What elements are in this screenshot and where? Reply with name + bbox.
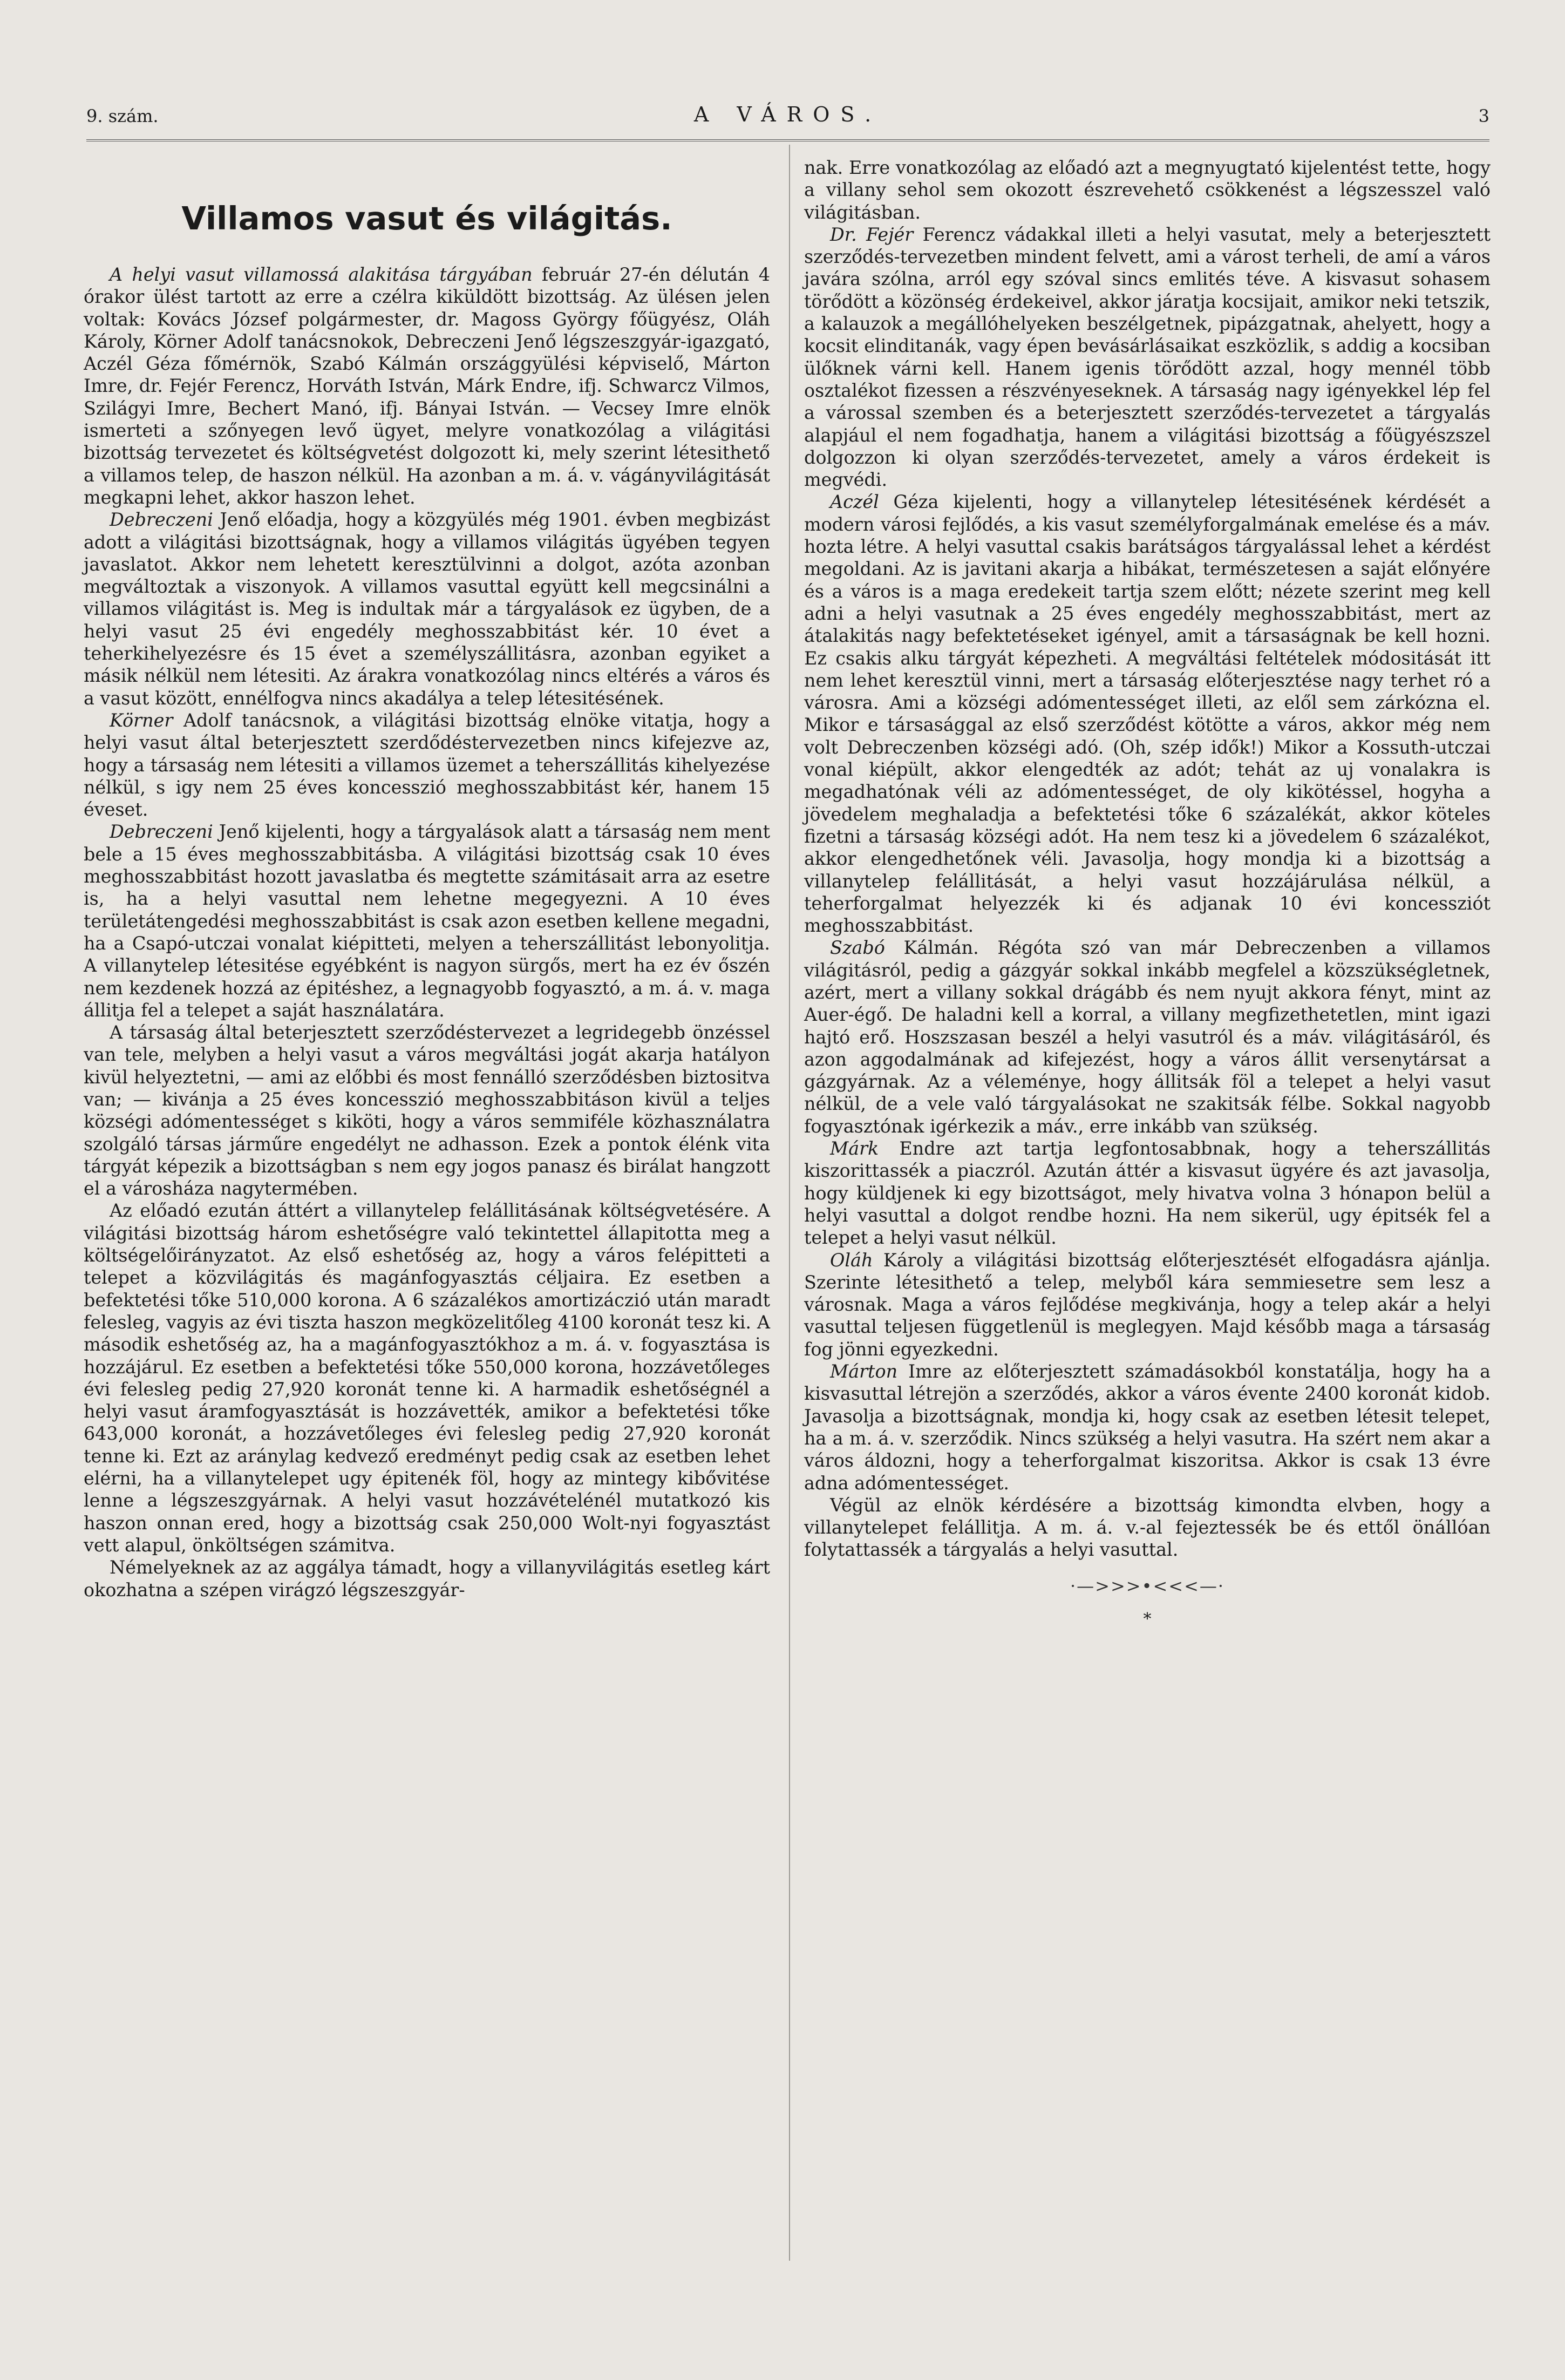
paragraph xyxy=(84,1556,770,1601)
paragraph-text: Géza kijelenti, hogy a villanytelep létesitésének kérdését a modern városi fejlődés, a kis vasut személyforgalmának emelése és a máv. hozta létre. A helyi vasuttal csakis barátságos tárgyalással lehet a kérdést megoldani. Az is javitani akarja a hibákat, természetesen a saját előnyére és a város is a maga eredekeit tartja szem előtt; nézete szerint meg kell adni a helyi vasutnak a 25 éves engedély meghosszabbitást, mert az átalakitás nagy befektetéseket igényel, amit a társaságnak be kell hozni. Ez csakis alku tárgyát képezheti. A megváltási feltételek módositását itt nem lehet keresztül vinni, mert a társaság előterjesztése nagy terhet ró a városra. Ami a községi adómentességet illeti, az elől sem zárkózna el. Mikor e társasággal az első szerződést kötötte a város, akkor még nem volt Debreczenben községi adó. (Oh, szép idők!) Mikor a Kossuth-utczai vonal kiépült, akkor elengedték az adót; tehát az uj vonalakra is megadhatónak véli az adómentességet, de oly kikötéssel, hogyha a jövedelem meghaladja a befektetési tőke 6 százalékát, akkor köteles fizetni a társaság községi adót. Ha nem tesz ki a jövedelem 6 százalékot, akkor elengedhetőnek véli. Javasolja, hogy mondja ki a bizottság a villanytelep felállitását, a helyi vasut hozzájárulása nélkül, a teherforgalmat helyezzék ki és adjanak 10 évi koncessziót meghosszabbitást. xyxy=(804,491,1491,937)
speaker-name: Debreczeni xyxy=(110,509,213,531)
paragraph xyxy=(804,491,1491,937)
paragraph xyxy=(804,937,1491,1137)
paragraph xyxy=(84,709,770,821)
column-divider xyxy=(789,145,790,2261)
speaker-name: Szabó xyxy=(830,937,885,959)
paragraph-text: Némelyeknek az az aggálya támadt, hogy a villanyvilágitás esetleg kárt okozhatna a szépen virágzó légszeszgyár- xyxy=(84,1557,770,1601)
page-number: 3 xyxy=(1478,106,1489,126)
paragraph-text: Imre az előterjesztett számadásokból konstatálja, hogy ha a kisvasuttal létrejön a szerződés, akkor a város évente 2400 koronát kidob. Javasolja a bizottságnak, mondja ki, hogy csak az esetben létesit telepet, ha a m. á. v. szerződik. Nincs szükség a helyi vasutra. Ha szért nem akar a város áldozni, hogy a teherforgalmat kiszoritsa. Akkor is csak 13 évre adna adómentességet. xyxy=(804,1361,1491,1494)
paragraph-text: Adolf tanácsnok, a világitási bizottság elnöke vitatja, hogy a helyi vasut által beterjesztett szerdődéstervezetben nincs kifejezve az, hogy a társaság nem létesiti a villamos üzemet a teherszállitás kihelyezése nélkül, s igy nem 25 éves koncesszió meghosszabbitást kér, hanem 15 éveset. xyxy=(84,709,770,821)
paragraph-text: A társaság által beterjesztett szerződéstervezet a legridegebb önzéssel van tele, melyben a helyi vasut a város megváltási jogát akarja hatályon kivül helyeztetni, — ami az előbbi és most fennálló szerződésben biztositva van; — kivánja a 25 éves koncesszió meghosszabbitáson kivül a teljes községi adómentességet s kiköti, hogy a város semmiféle közhasználatra szolgáló társas járműre engedélyt ne adhasson. Ezek a pontok élénk vita tárgyát képezik a bizottságban s nem egy jogos panasz és birálat hangzott el a városháza nagytermében. xyxy=(84,1022,770,1199)
speaker-name: Debreczeni xyxy=(110,821,213,843)
paragraph xyxy=(84,1021,770,1199)
paragraph xyxy=(804,157,1491,223)
paragraph xyxy=(84,508,770,709)
paragraph xyxy=(804,1249,1491,1360)
paragraph-text: Jenő előadja, hogy a közgyülés még 1901. évben megbizást adott a világitási bizottságnak, hogy a villamos világitás ügyében tegyen javaslatot. Akkor nem lehetett keresztülvinni a dolgot, azóta azonban megváltoztak a viszonyok. A villamos vasuttal együtt kell megcsinálni a villamos világitást is. Meg is indultak már a tárgyalások ez ügyben, de a helyi vasut 25 évi engedély meghosszabbitást kér. 10 évet a teherkihelyezésre és 15 évet a személyszállitásra, azonban egyiket a másik nélkül nem létesiti. Az árakra vonatkozólag nincs eltérés a város és a vasut között, ennélfogva nincs akadálya a telep létesitésének. xyxy=(84,509,770,709)
masthead-title: A VÁROS. xyxy=(693,103,882,126)
paragraph xyxy=(804,223,1491,491)
speaker-name: Márk xyxy=(830,1138,879,1160)
paragraph-text: Károly a világitási bizottság előterjesztését elfogadásra ajánlja. Szerinte létesithető a telep, melyből kára semmiesetre sem lesz a városnak. Maga a város fejlődése megkivánja, hogy a telep akár a helyi vasuttal teljesen függetlenül is meglegyen. Majd később maga a társaság fog jönni egyezkedni. xyxy=(804,1249,1491,1360)
paragraph-text: nak. Erre vonatkozólag az előadó azt a megnyugtató kijelentést tette, hogy a villany sehol sem okozott észrevehető csökkenést a légszesszel való világitásban. xyxy=(804,157,1491,223)
page-header xyxy=(86,103,1489,138)
speaker-name: A helyi vasut villamossá alakitása tárgyában xyxy=(110,264,533,285)
paragraph-text: Jenő kijelenti, hogy a tárgyalások alatt a társaság nem ment bele a 15 éves meghosszabbitásba. A világitási bizottság csak 10 éves meghosszabbitást hozott javaslatba és megtette számitásait arra az esetre is, ha a helyi vasuttal nem lehetne megegyezni. A 10 éves területátengedési meghosszabbitást is csak azon esetben kellene megadni, ha a Csapó-utczai vonalat kiépitteti, melyen a teherszállitást lebonyolitja. A villanytelep létesitése egyébként is nagyon sürgős, mert ha ez év őszén nem kezdenek hozzá az épitéshez, a legnagyobb fogyasztó, a m. á. v. maga állitja fel a telepet a saját használatára. xyxy=(84,821,770,1021)
paragraph xyxy=(84,263,770,508)
speaker-name: Dr. Fejér xyxy=(830,223,914,245)
paragraph-text: Kálmán. Régóta szó van már Debreczenben a villamos világitásról, pedig a gázgyár sokkal inkább megfelel a közszükségletnek, azért, mert a villany sokkal drágább és nem nyujt akkora fényt, mint az Auer-égő. De haladni kell a korral, a villany megfizethetetlen, mint igazi hajtó erő. Hoszszasan beszél a helyi vasutról és a máv. világitásáról, és azon aggodalmának ad kifejezést, hogy a város állit versenytársat a gázgyárnak. Az a véleménye, hogy állitsák föl a telepet a helyi vasut nélkül, de a vele való tárgyalásokat ne szakitsák félbe. Sokkal nagyobb fogyasztónak igérkezik a máv., erre inkább van szükség. xyxy=(804,937,1491,1137)
asterisk-mark: * xyxy=(1143,1610,1152,1629)
paragraph-text: Végül az elnök kérdésére a bizottság kimondta elvben, hogy a villanytelepet felállitja. A m. á. v.-al fejeztessék be és ettől önállóan folytattassék a tárgyalás a helyi vasuttal. xyxy=(804,1494,1491,1561)
paragraph xyxy=(804,1494,1491,1561)
speaker-name: Körner xyxy=(110,709,173,731)
article-title: Villamos vasut és világitás. xyxy=(181,200,672,237)
right-column xyxy=(804,157,1491,1630)
speaker-name: Oláh xyxy=(830,1249,873,1271)
paragraph xyxy=(804,1360,1491,1494)
speaker-name: Márton xyxy=(830,1361,898,1382)
header-rule xyxy=(86,139,1489,143)
paragraph-text: Az előadó ezután áttért a villanytelep felállitásának költségvetésére. A világitási bizottság három eshetőségre való tekintettel állapitotta meg a költségelőirányzatot. Az első eshetőség az, hogy a város felépitteti a telepet a közvilágitás és magánfogyasztás céljaira. Ez esetben a befektetési tőke 510,000 korona. A 6 százalékos amortizáczió után maradt felesleg, vagyis az évi tiszta haszon megközelitőleg 4100 koronát tesz ki. A második eshetőség az, ha a magánfogyasztókhoz a m. á. v. fogyasztása is hozzájárul. Ez esetben a befektetési tőke 550,000 korona, hozzávetőleges évi felesleg pedig 27,920 koronát tenne ki. A harmadik eshetőségnél a helyi vasut áramfogyasztását is hozzávették, amikor a befektetési tőke 643,000 koronát, a hozzávetőleges évi felesleg pedig 27,920 koronát tenne ki. Ezt az aránylag kedvező eredményt pedig csak az esetben lehet elérni, ha a villanytelepet ugy épitenék föl, hogy az mintegy kibővitése lenne a légszeszgyárnak. A helyi vasut hozzávételénél mutatkozó kis haszon onnan ered, hogy a bizottság csak 250,000 Wolt-nyi fogyasztást vett alapul, önköltségen számitva. xyxy=(84,1200,770,1556)
paragraph-text: február 27-én délután 4 órakor ülést tartott az erre a czélra kiküldött bizottság. Az ülésen jelen voltak: Kovács József polgármester, dr. Magoss György főügyész, Oláh Károly, Körner Adolf tanácsnokok, Debreczeni Jenő légszeszgyár-igazgató, Aczél Géza főmérnök, Szabó Kálmán országgyülési képviselő, Márton Imre, dr. Fejér Ferencz, Horváth István, Márk Endre, ifj. Schwarcz Vilmos, Szilágyi Imre, Bechert Manó, ifj. Bányai István. — Vecsey Imre elnök ismerteti a szőnyegen levő ügyet, melyre vonatkozólag a világitási bizottság tervezetet és költségvetést dolgozott ki, mely szerint létesithető a villamos telep, de haszon nélkül. Ha azonban a m. á. v. vágányvilágitását megkapni lehet, akkor haszon lehet. xyxy=(84,264,771,508)
paragraph xyxy=(84,821,770,1021)
paragraph xyxy=(804,1137,1491,1249)
issue-number: 9. szám. xyxy=(86,106,159,126)
speaker-name: Aczél xyxy=(830,491,879,513)
paragraph-text: Ferencz vádakkal illeti a helyi vasutat, mely a beterjesztett szerződés-tervezetben mindent felvett, ami a várost terheli, de amí a város javára szólna, arról egy szóval sincs emlités téve. A kisvasut sohasem törődött a közönség érdekeivel, akkor járatja kocsijait, amikor neki tetszik, a kalauzok a megállóhelyeken beszélgetnek, pipázgatnak, ahelyett, hogy a kocsit elinditanák, vagy épen bevásárlásaikat eszközlik, s addig a kocsiban ülőknek várni kell. Hanem igenis törődött azzal, hogy mennél több osztalékot fizessen a részvényeseknek. A társaság nagy igényekkel lép fel a várossal szemben és a beterjesztett szerződés-tervezetet a tárgyalás alapjául el nem fogadhatja, hanem a világitási bizottság a főügyészszel dolgozzon ki olyan szerződés-tervezetet, amely a város érdekeit is megvédi. xyxy=(804,223,1491,491)
left-column xyxy=(84,157,770,1601)
paragraph xyxy=(84,1199,770,1556)
ornament-divider: ·—>>>•<<<—· xyxy=(1070,1575,1225,1596)
paragraph-text: Endre azt tartja legfontosabbnak, hogy a teherszállitás kiszorittassék a piaczról. Azután áttér a kisvasut ügyére és azt javasolja, hogy küldjenek ki egy bizottságot, mely hivatva volna 3 hónapon belül a helyi vasuttal a dolgot rendbe hozni. Ha nem sikerül, ugy épitsék fel a telepet a helyi vasut nélkül. xyxy=(804,1138,1491,1249)
